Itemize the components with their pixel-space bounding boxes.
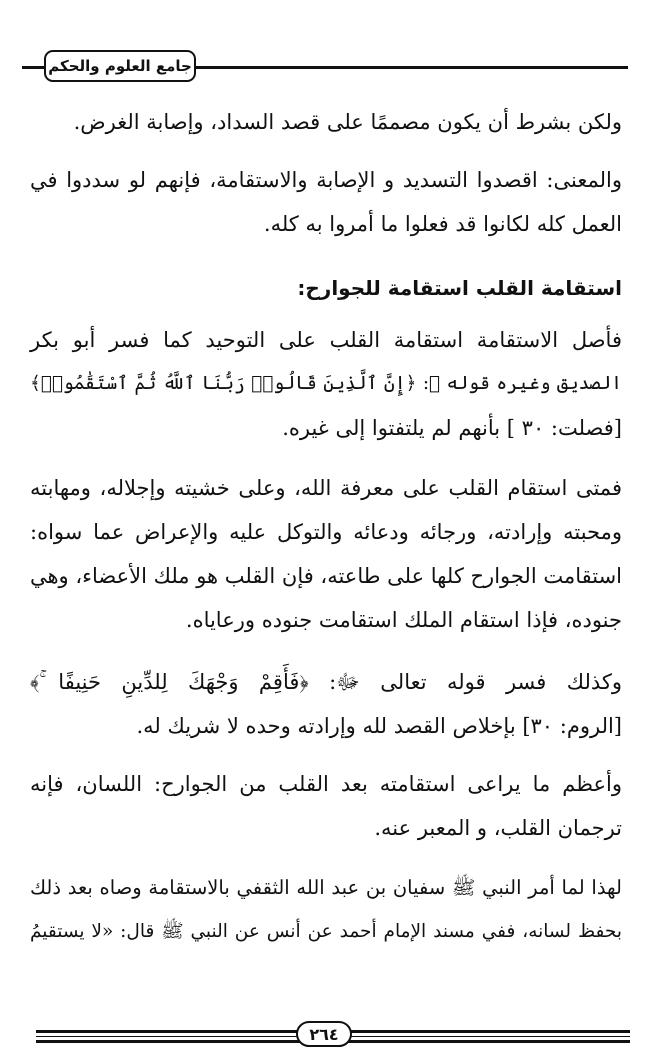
book-title: جامع العلوم والحكم — [48, 57, 192, 75]
text-line: لهذا لما أمر النبي ﷺ سفيان بن عبد الله الثقفي بالاستقامة وصاه بعد ذلك — [30, 876, 622, 899]
header-rule-left — [22, 66, 44, 69]
text-line: فمتى استقام القلب على معرفة الله، وعلى خشيته وإجلاله، ومهابته — [30, 476, 622, 500]
text-line: ترجمان القلب، و المعبر عنه. — [374, 816, 622, 840]
page-number-box — [296, 1021, 352, 1047]
paragraph-7 — [30, 866, 622, 954]
text-line: [الروم: ٣٠] بإخلاص القصد لله وإرادته وحده لا شريك له. — [136, 714, 622, 738]
paragraph-4 — [30, 466, 622, 642]
page-number: ٢٦٤ — [309, 1024, 339, 1044]
book-title-box — [44, 50, 196, 82]
text-line: وأعظم ما يراعى استقامته بعد القلب من الجوارح: اللسان، فإنه — [30, 772, 622, 796]
header-rule-right — [196, 66, 628, 69]
text-line: [فصلت: ٣٠ ] بأنهم لم يلتفتوا إلى غيره. — [282, 416, 622, 440]
text-line: بحفظ لسانه، ففي مسند الإمام أحمد عن أنس عن النبي ﷺ قال: «لا يستقيمُ — [30, 921, 622, 942]
text-line: ولكن بشرط أن يكون مصممًا على قصد السداد، وإصابة الغرض. — [73, 110, 622, 134]
text-line: جنوده، فإذا استقام الملك استقامت جنوده ورعاياه. — [185, 608, 622, 632]
text-line: استقامت الجوارح كلها على طاعته، فإن القلب هو ملك الأعضاء، وهي — [29, 564, 622, 588]
paragraph-6 — [30, 762, 622, 850]
text-line: فأصل الاستقامة استقامة القلب على التوحيد كما فسر أبو بكر — [30, 328, 622, 352]
text-line-with-verse: الصديق وغيره قوله ﷻ: ﴿إِنَّ ٱلَّذِينَ قَالُوا۟ رَبُّنَا ٱللَّهُ ثُمَّ ٱسْتَقَٰمُوا۟﴾ — [30, 373, 622, 394]
section-heading — [30, 266, 622, 310]
heading-text: استقامة القلب استقامة للجوارح: — [297, 276, 622, 300]
paragraph-3 — [30, 318, 622, 450]
text-line: العمل كله لكانوا قد فعلوا ما أمروا به كله. — [263, 212, 622, 236]
paragraph-5 — [30, 660, 622, 748]
paragraph-2 — [30, 158, 622, 246]
text-line: ومحبته وإرادته، ورجائه ودعائه والتوكل عليه والإعراض عما سواه: — [30, 520, 622, 544]
text-line-with-verse: وكذلك فسر قوله تعالى ﷻ: ﴿فَأَقِمْ وَجْهَكَ لِلدِّينِ حَنِيفًا ۚ﴾ — [30, 670, 622, 694]
paragraph-1 — [30, 100, 622, 144]
text-line: والمعنى: اقصدوا التسديد و الإصابة والاستقامة، فإنهم لو سددوا في — [30, 168, 622, 192]
